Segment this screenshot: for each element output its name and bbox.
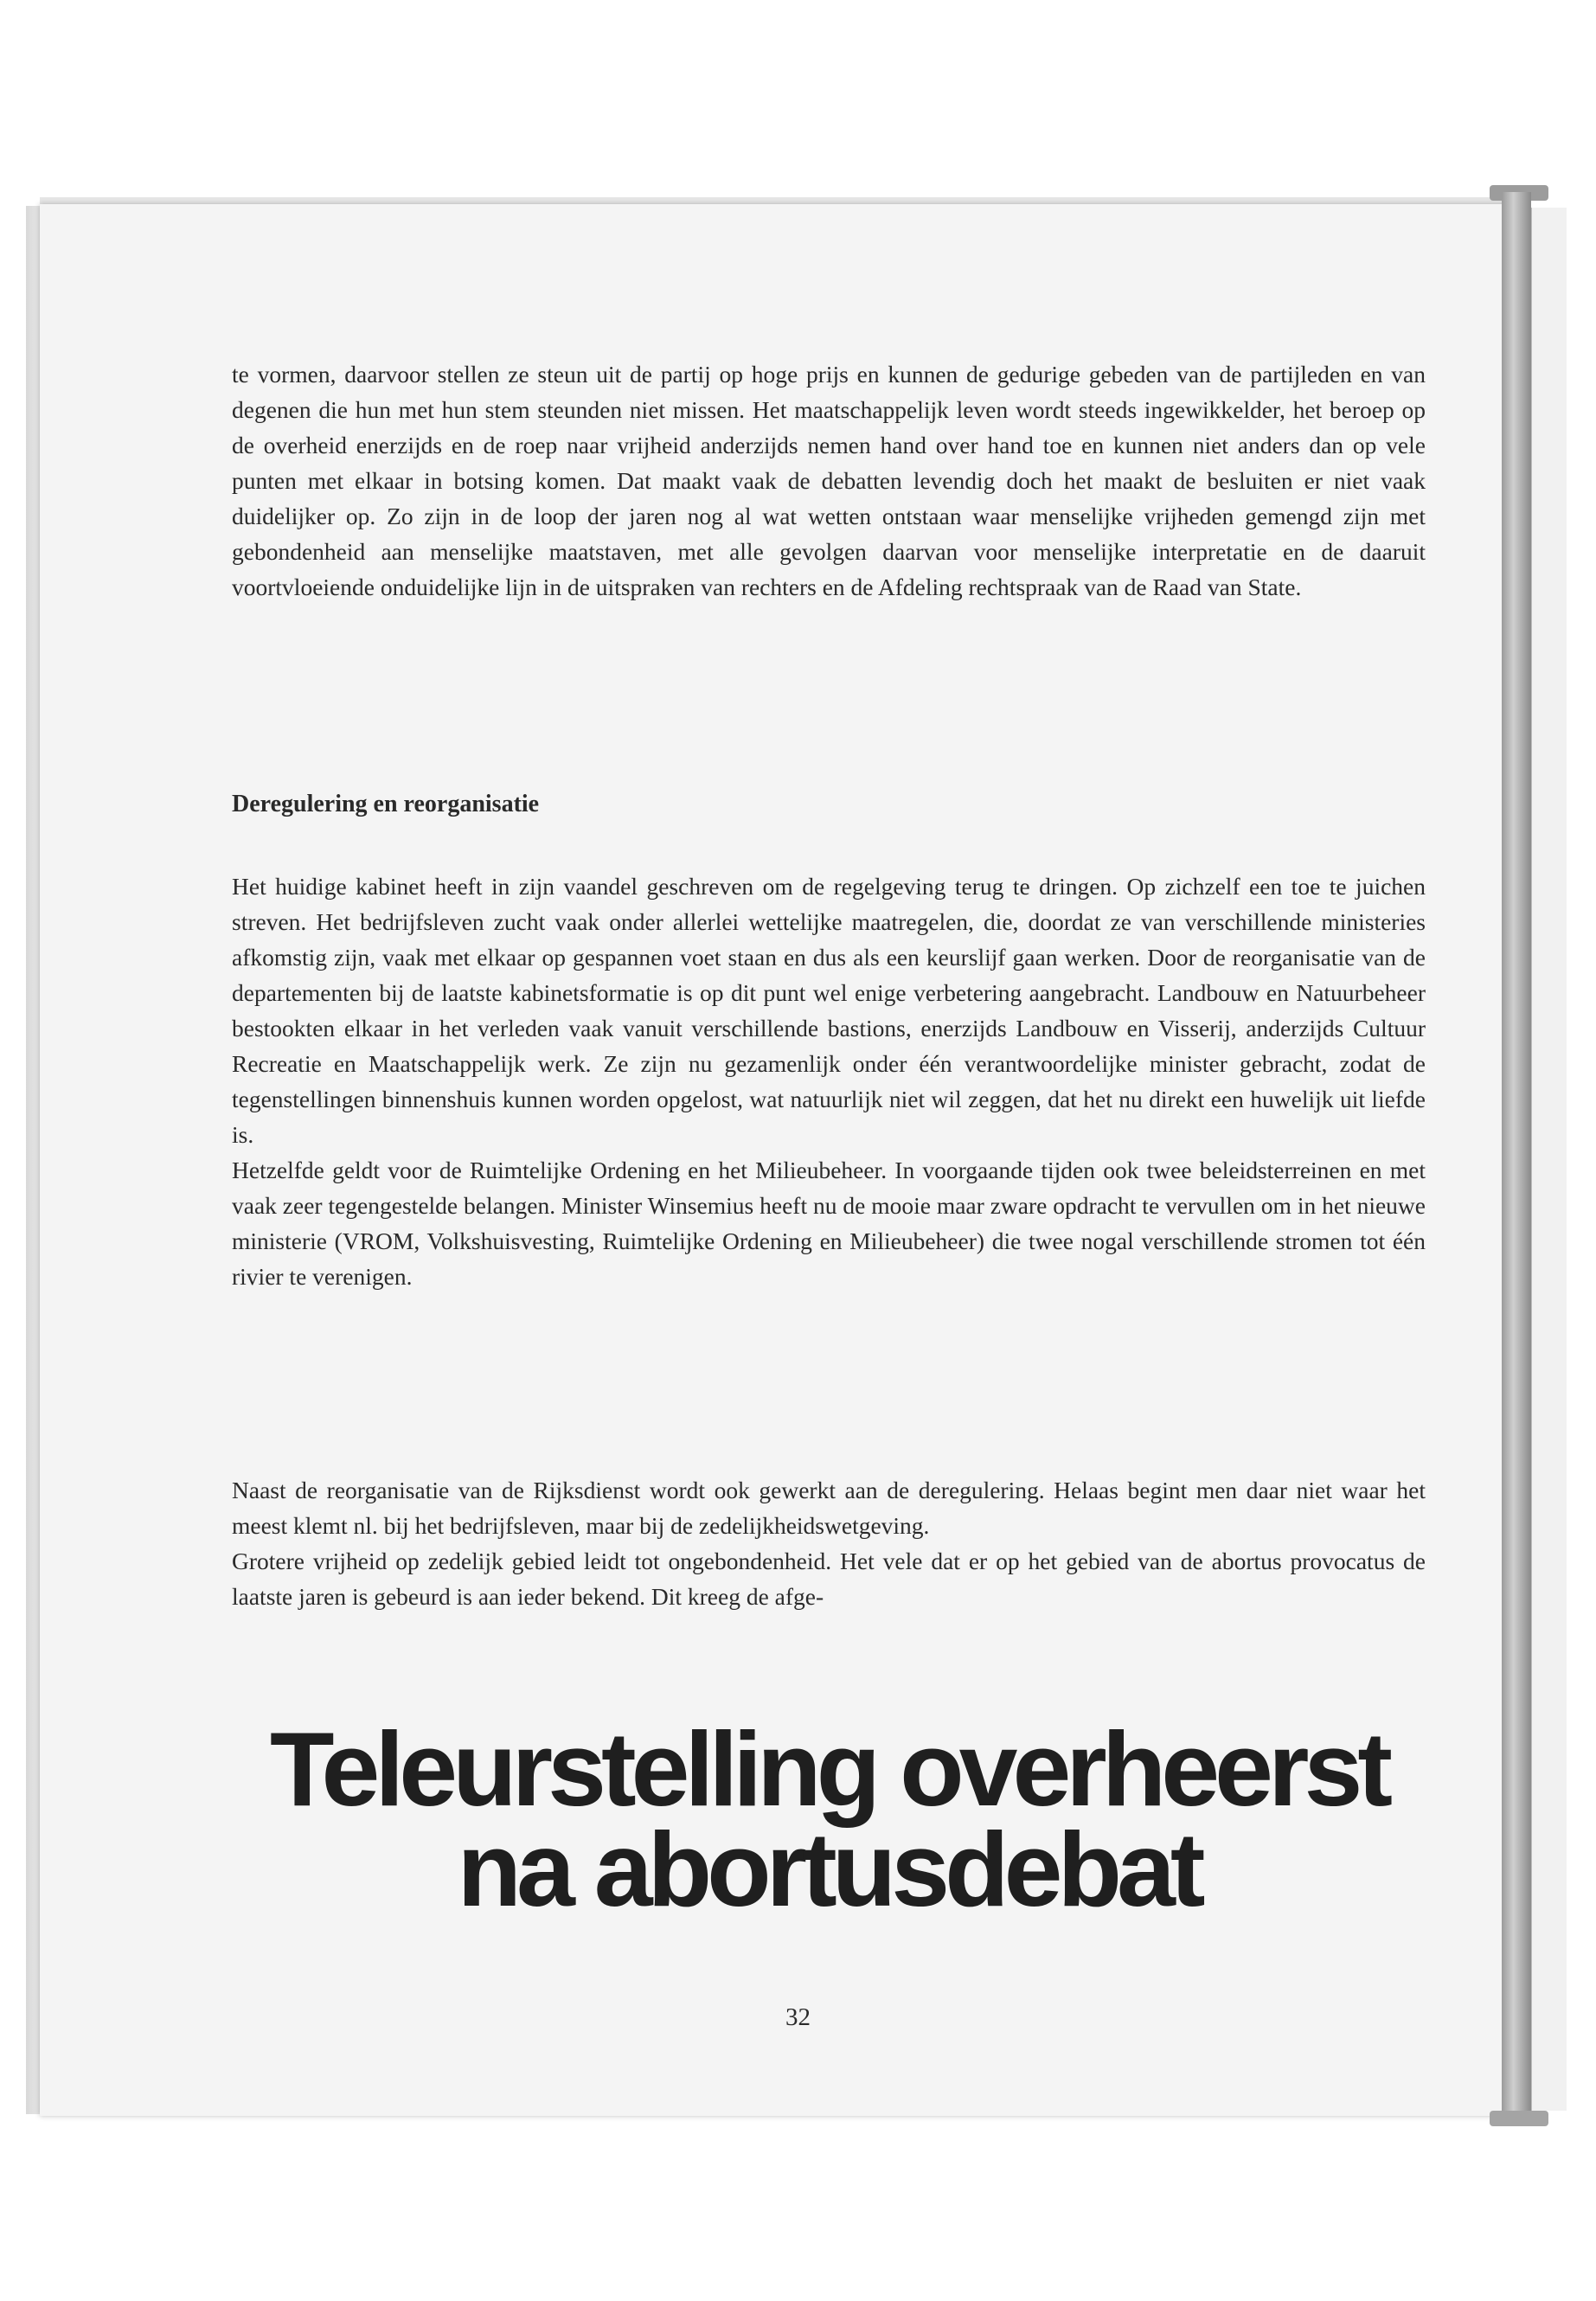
article-headline-line1: Teleurstelling overheerst	[270, 1710, 1388, 1828]
paragraph: Het huidige kabinet heeft in zijn vaandel geschreven om de regelgeving terug te dringen. Op zichzelf een toe te juichen streven. Het bedrijfsleven zucht vaak onder allerlei wettelijke maatregelen, die, doordat ze van verschillende ministeries afkomstig zijn, vaak met elkaar op gespannen voet staan en dus als een keurslijf gaan werken. Door de reorganisatie van de departementen bij de laatste kabinetsformatie is op dit punt wel enige verbetering aangebracht. Landbouw en Natuurbeheer bestookten elkaar in het verleden vaak vanuit verschillende bastions, enerzijds Landbouw en Visserij, anderzijds Cultuur Recreatie en Maatschappelijk werk. Ze zijn nu gezamenlijk onder één verantwoordelijke minister gebracht, zodat de tegenstellingen binnenshuis kunnen worden opgelost, wat natuurlijk niet wil zeggen, dat het nu direkt een huwelijk uit liefde is.	[232, 873, 1426, 1148]
paragraph: Grotere vrijheid op zedelijk gebied leidt tot ongebondenheid. Het vele dat er op het gebied van de abortus provocatus de laatste jaren is gebeurd is aan ieder bekend. Dit kreeg de afge-	[232, 1548, 1426, 1610]
body-text-closing	[232, 1472, 1426, 1614]
paragraph: Naast de reorganisatie van de Rijksdienst wordt ook gewerkt aan de deregulering. Helaas begint men daar niet waar het meest klemt nl. bij het bedrijfsleven, maar bij de zedelijkheidswetgeving.	[232, 1477, 1426, 1539]
book-spine	[1502, 192, 1531, 2121]
paragraph: Hetzelfde geldt voor de Ruimtelijke Ordening en het Milieubeheer. In voorgaande tijden ook twee beleidsterreinen en met vaak zeer tegengestelde belangen. Minister Winsemius heeft nu de mooie maar zware opdracht te vervullen om in het nieuwe ministerie (VROM, Volkshuisvesting, Ruimtelijke Ordening en Milieubeheer) die twee nogal verschillende stromen tot één rivier te verenigen.	[232, 1157, 1426, 1290]
section-heading: Deregulering en reorganisatie	[232, 791, 540, 817]
book-spine-cap-bottom	[1490, 2111, 1548, 2126]
body-text-intro	[232, 356, 1426, 605]
body-text-section	[232, 868, 1426, 1294]
paragraph: te vormen, daarvoor stellen ze steun uit de partij op hoge prijs en kunnen de gedurige gebeden van de partijleden en van degenen die hun met hun stem steunden niet missen. Het maatschappelijk leven wordt steeds ingewikkelder, het beroep op de overheid enerzijds en de roep naar vrijheid anderzijds nemen hand over hand toe en kunnen niet anders dan op vele punten met elkaar in botsing komen. Dat maakt vaak de debatten levendig doch het maakt de besluiten er niet vaak duidelijker op. Zo zijn in de loop der jaren nog al wat wetten ontstaan waar menselijke vrijheden gemengd zijn met gebondenheid aan menselijke maatstaven, met alle gevolgen daarvan voor menselijke interpretatie en de daaruit voortvloeiende onduidelijke lijn in de uitspraken van rechters en de Afdeling rechtspraak van de Raad van State.	[232, 361, 1426, 600]
facing-page-edge	[1531, 208, 1567, 2111]
page-number: 32	[785, 2003, 811, 2031]
article-headline-line2: na abortusdebat	[457, 1811, 1201, 1928]
